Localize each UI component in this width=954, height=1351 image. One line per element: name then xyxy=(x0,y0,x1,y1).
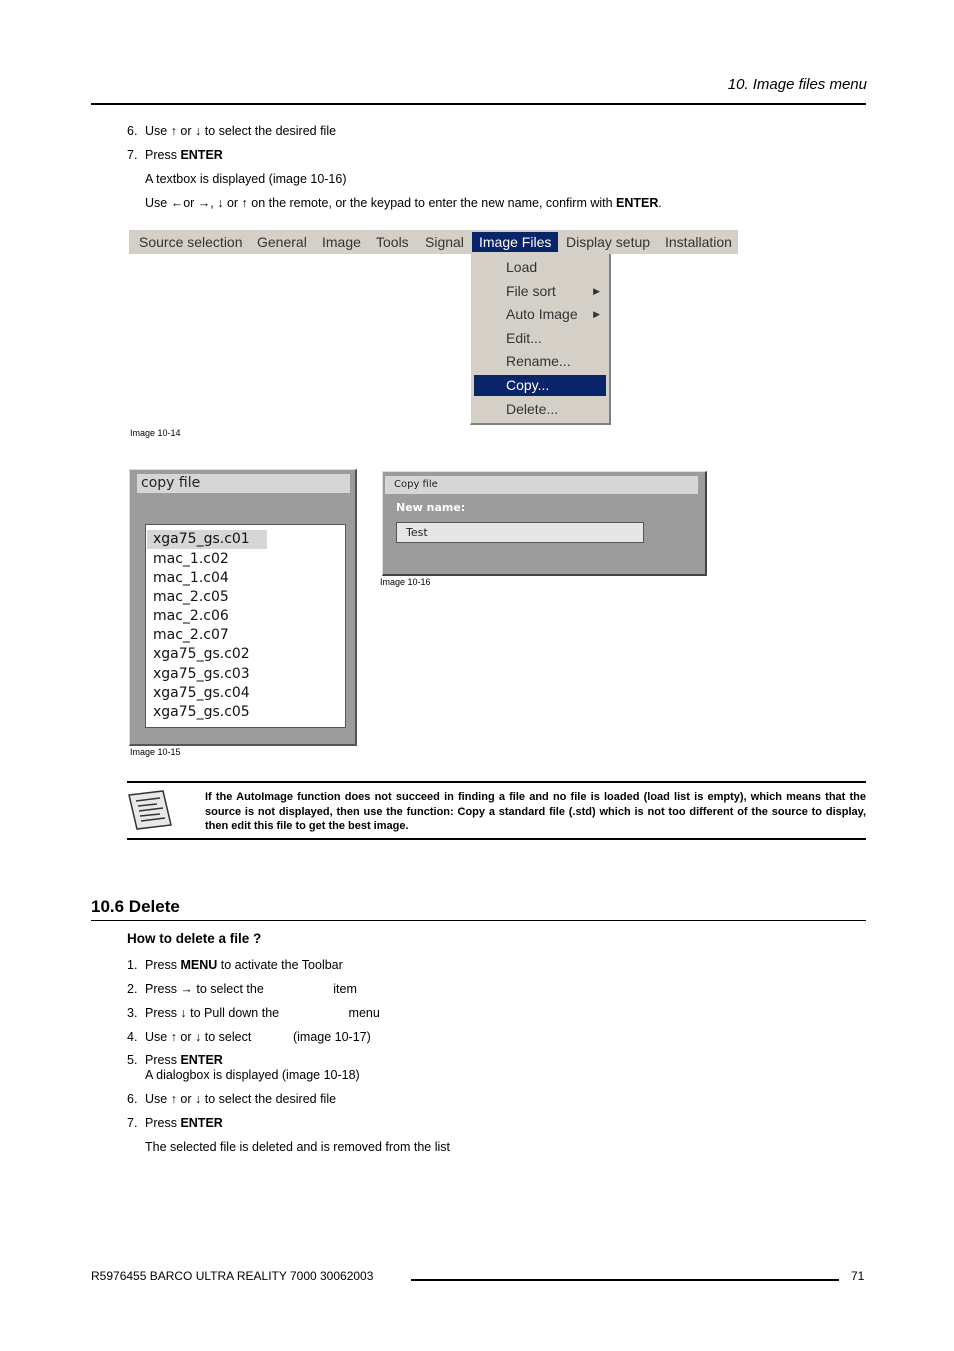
deleted-info: The selected file is deleted and is removed from the list xyxy=(145,1140,451,1154)
step-number: 1. xyxy=(127,958,138,972)
step-number: 3. xyxy=(127,1006,138,1020)
file-list-item[interactable]: mac_1.c02 xyxy=(153,551,229,567)
menu-source-selection[interactable]: Source selection xyxy=(139,234,243,250)
new-name-label: New name: xyxy=(396,501,466,514)
step-text: Press MENU to activate the Toolbar xyxy=(145,958,343,972)
menu-tools[interactable]: Tools xyxy=(376,234,409,250)
menu-general[interactable]: General xyxy=(257,234,307,250)
step-number: 2. xyxy=(127,982,138,996)
caption-image-10-15: Image 10-15 xyxy=(130,747,181,757)
dropdown-item-copy[interactable]: Copy... xyxy=(474,375,606,396)
note-text: If the AutoImage function does not succeed in finding a file and no file is loaded (load list is empty), which means that the source is not displayed, then use the function: Copy a standard file (.std) which is not too different of the source to display, then edit this file to get the best image. xyxy=(205,791,866,832)
step-text: Use ↑ or ↓ to select (image 10-17) xyxy=(145,1030,371,1044)
dialog-title: Copy file xyxy=(385,476,698,494)
step-text: Press ENTER xyxy=(145,1053,223,1067)
step-number: 4. xyxy=(127,1030,138,1044)
step-text: Press ↓ to Pull down the menu xyxy=(145,1006,380,1020)
note-icon xyxy=(127,789,173,831)
menu-signal[interactable]: Signal xyxy=(425,234,464,250)
file-list xyxy=(145,524,346,728)
section-rule xyxy=(91,920,866,921)
menu-bar xyxy=(129,230,738,254)
dropdown-item-edit[interactable]: Edit... xyxy=(506,330,542,346)
file-list-item[interactable]: mac_1.c04 xyxy=(153,570,229,586)
header-rule xyxy=(91,103,866,105)
menu-image[interactable]: Image xyxy=(322,234,361,250)
caption-image-10-16: Image 10-16 xyxy=(380,577,431,587)
step-text: Press → to select the item xyxy=(145,982,357,996)
caption-image-10-14: Image 10-14 xyxy=(130,428,181,438)
dropdown-item-auto-image[interactable]: Auto Image ▶ xyxy=(474,304,606,325)
menu-installation[interactable]: Installation xyxy=(665,234,732,250)
step-text: Press ENTER xyxy=(145,1116,223,1130)
dropdown-item-rename[interactable]: Rename... xyxy=(506,353,571,369)
file-list-item[interactable]: xga75_gs.c04 xyxy=(153,685,250,701)
step-number: 7. xyxy=(127,1116,138,1130)
submenu-arrow-icon: ▶ xyxy=(593,309,600,319)
new-name-input[interactable]: Test xyxy=(396,522,644,543)
file-list-item[interactable]: mac_2.c06 xyxy=(153,608,229,624)
file-list-item[interactable]: xga75_gs.c05 xyxy=(153,704,250,720)
dropdown-item-file-sort[interactable]: File sort ▶ xyxy=(474,281,606,302)
note-top-rule xyxy=(127,781,866,783)
copy-file-title: copy file xyxy=(137,474,350,493)
step-text: Use ↑ or ↓ to select the desired file xyxy=(145,124,337,138)
dropdown-item-load[interactable]: Load xyxy=(506,259,538,275)
file-list-item[interactable]: mac_2.c05 xyxy=(153,589,229,605)
footer-rule xyxy=(411,1279,839,1281)
file-list-item[interactable]: xga75_gs.c02 xyxy=(153,646,250,662)
copy-file-window xyxy=(129,469,357,746)
enter-name-info: Use ←or →, ↓ or ↑ on the remote, or the keypad to enter the new name, confirm with ENTER. xyxy=(145,196,662,210)
step-text: Use ↑ or ↓ to select the desired file xyxy=(145,1092,337,1106)
step-number: 6. xyxy=(127,124,138,138)
note-bottom-rule xyxy=(127,838,866,840)
chapter-title: 10. Image files menu xyxy=(727,76,867,93)
page-number: 71 xyxy=(851,1269,865,1283)
subsection-heading: How to delete a file ? xyxy=(127,931,262,946)
step-text: Press ENTER xyxy=(145,148,223,162)
submenu-arrow-icon: ▶ xyxy=(593,286,600,296)
section-heading: 10.6 Delete xyxy=(91,897,180,916)
step-number: 7. xyxy=(127,148,138,162)
dropdown-item-delete[interactable]: Delete... xyxy=(506,401,559,417)
file-list-item[interactable]: mac_2.c07 xyxy=(153,627,229,643)
menu-image-files[interactable]: Image Files xyxy=(472,232,558,252)
dialogbox-info: A dialogbox is displayed (image 10-18) xyxy=(145,1068,360,1082)
new-name-dialog xyxy=(382,471,707,576)
step-number: 5. xyxy=(127,1053,138,1067)
menu-display-setup[interactable]: Display setup xyxy=(566,234,651,250)
file-list-item[interactable]: xga75_gs.c03 xyxy=(153,666,250,682)
textbox-info: A textbox is displayed (image 10-16) xyxy=(145,172,347,186)
image-files-dropdown xyxy=(470,254,611,425)
file-list-item[interactable]: xga75_gs.c01 xyxy=(147,530,267,549)
footer-doc-id: R5976455 BARCO ULTRA REALITY 7000 30062003 xyxy=(91,1269,374,1283)
step-number: 6. xyxy=(127,1092,138,1106)
